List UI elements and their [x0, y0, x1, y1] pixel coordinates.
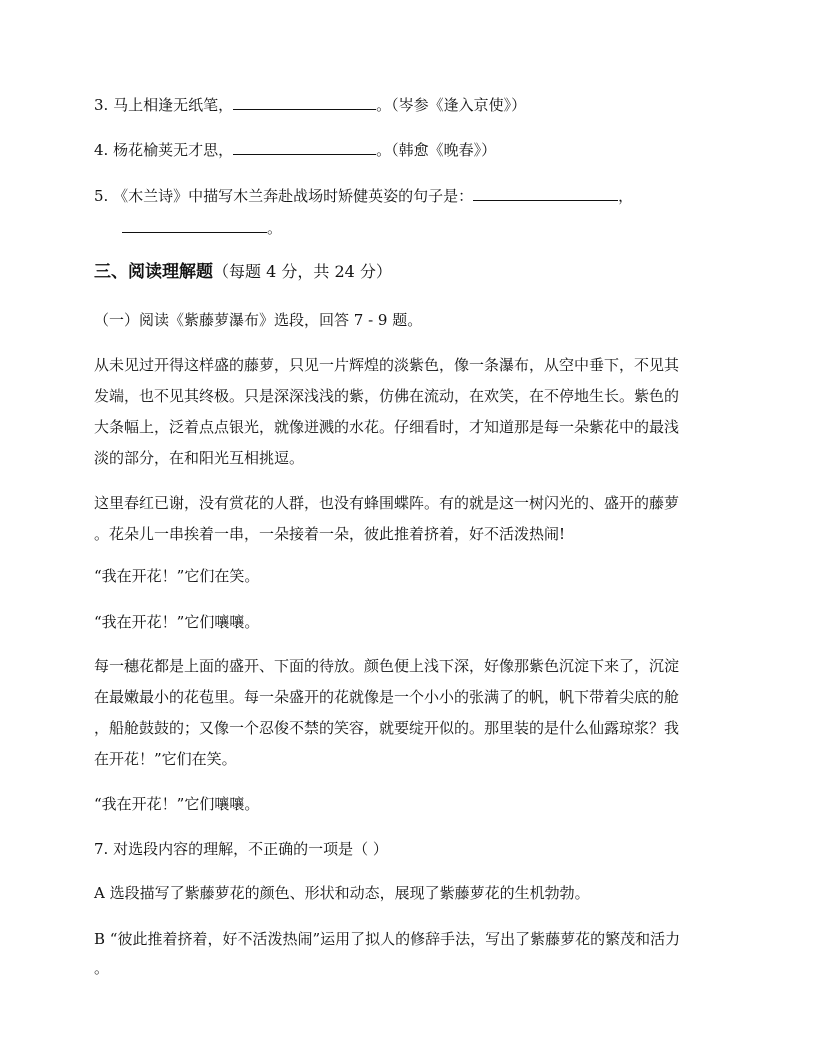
question-7-stem: 7. 对选段内容的理解，不正确的一项是（ ） [94, 840, 388, 858]
q4-suffix: 。（韩愈《晚春》） [376, 141, 497, 159]
paragraph-line: ，船舱鼓鼓的；又像一个忍俊不禁的笑容，就要绽开似的。那里装的是什么仙露琼浆？我 [94, 719, 680, 737]
q5-prefix: 5. 《木兰诗》中描写木兰奔赴战场时矫健英姿的句子是： [94, 187, 474, 205]
q4-prefix: 4. 杨花榆荚无才思， [94, 141, 234, 159]
question-7-option-a[interactable]: A 选段描写了紫藤萝花的颜色、形状和动态，展现了紫藤萝花的生机勃勃。 [94, 884, 590, 902]
paragraph-line: 在开花！”它们在笑。 [94, 750, 237, 768]
q5-answer-blank-2[interactable] [122, 218, 267, 233]
paragraph-line: 淡的部分，在和阳光互相挑逗。 [94, 449, 305, 467]
quote-line: “我在开花！”它们嚷嚷。 [94, 795, 260, 813]
paragraph-line: 大条幅上，泛着点点银光，就像迸溅的水花。仔细看时，才知道那是每一朵紫花中的最浅 [94, 418, 680, 436]
paragraph-line: 从未见过开得这样盛的藤萝，只见一片辉煌的淡紫色，像一条瀑布，从空中垂下，不见其 [94, 356, 680, 374]
paragraph-line: 。花朵儿一串挨着一串，一朵接着一朵，彼此推着挤着，好不活泼热闹! [94, 525, 566, 543]
paragraph-line: 发端，也不见其终极。只是深深浅浅的紫，仿佛在流动，在欢笑，在不停地生长。紫色的 [94, 387, 680, 405]
section-heading [94, 262, 392, 282]
question-4 [94, 140, 496, 160]
q4-answer-blank[interactable] [233, 140, 376, 155]
q3-prefix: 3. 马上相逢无纸笔， [94, 96, 234, 114]
section-score-note: （每题 4 分，共 24 分） [213, 262, 392, 281]
paragraph-line: 每一穗花都是上面的盛开、下面的待放。颜色便上浅下深，好像那紫色沉淀下来了，沉淀 [94, 657, 680, 675]
q5-comma: ， [618, 187, 634, 205]
question-3 [94, 95, 526, 115]
question-5-line-2 [122, 218, 282, 238]
quote-line: “我在开花！”它们嚷嚷。 [94, 613, 260, 631]
passage-intro: （一）阅读《紫藤萝瀑布》选段，回答 7 - 9 题。 [94, 311, 423, 329]
paragraph-line: 这里春红已谢，没有赏花的人群，也没有蜂围蝶阵。有的就是这一树闪光的、盛开的藤萝 [94, 494, 680, 512]
q5-answer-blank-1[interactable] [473, 186, 618, 201]
question-7-option-b-end: 。 [94, 959, 110, 977]
quote-line: “我在开花！”它们在笑。 [94, 567, 260, 585]
q5-end: 。 [267, 219, 283, 237]
question-7-option-b[interactable]: B “彼此推着挤着，好不活泼热闹”运用了拟人的修辞手法，写出了紫藤萝花的繁茂和活力 [94, 930, 681, 948]
q3-answer-blank[interactable] [233, 95, 376, 110]
section-title: 三、阅读理解题 [94, 262, 213, 282]
question-5 [94, 186, 633, 206]
paragraph-line: 在最嫩最小的花苞里。每一朵盛开的花就像是一个小小的张满了的帆，帆下带着尖底的舱 [94, 688, 680, 706]
q3-suffix: 。（岑参《逢入京使》） [376, 96, 527, 114]
